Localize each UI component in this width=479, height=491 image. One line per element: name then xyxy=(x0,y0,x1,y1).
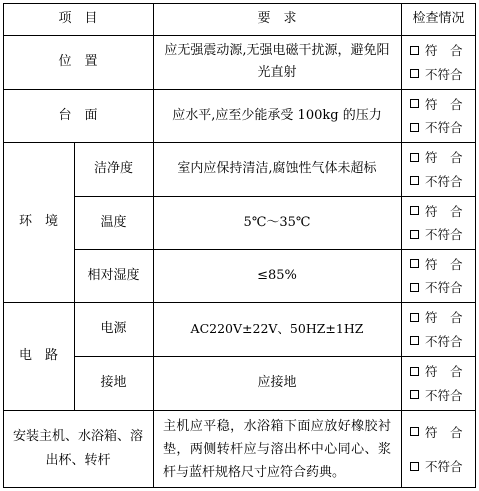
header-result xyxy=(401,3,476,35)
category-label: 台 面 xyxy=(58,107,98,123)
checkbox-icon[interactable] xyxy=(410,427,419,436)
header-requirement-label: 要 求 xyxy=(257,11,297,26)
category-label: 位 置 xyxy=(58,54,98,69)
option-pass[interactable] xyxy=(410,201,463,221)
checkbox-icon[interactable] xyxy=(410,367,419,376)
option-label: 符 合 xyxy=(425,310,463,326)
category-label: 电 路 xyxy=(18,348,58,363)
option-label: 符 合 xyxy=(425,43,463,59)
subitem-label: 电源 xyxy=(100,321,127,336)
env-humidity-name xyxy=(74,249,153,302)
checkbox-icon[interactable] xyxy=(410,123,419,132)
checkbox-icon[interactable] xyxy=(410,313,419,322)
requirement-text: ≤85% xyxy=(257,267,297,283)
checkbox-icon[interactable] xyxy=(410,259,419,268)
category-label: 环 境 xyxy=(18,214,58,229)
option-pass[interactable] xyxy=(410,307,463,327)
circuit-ground-requirement xyxy=(153,356,401,410)
requirement-text: 5℃～35℃ xyxy=(243,214,311,230)
option-label: 符 合 xyxy=(425,364,463,380)
row-environment-category xyxy=(3,142,74,302)
inspection-table xyxy=(3,3,476,488)
option-fail[interactable] xyxy=(410,117,463,137)
option-label: 不符合 xyxy=(425,173,463,189)
checkbox-icon[interactable] xyxy=(410,153,419,162)
option-fail[interactable] xyxy=(410,331,463,351)
option-label: 不符合 xyxy=(425,280,463,296)
env-cleanliness-name xyxy=(74,142,153,196)
circuit-power-requirement xyxy=(153,302,401,356)
header-item xyxy=(3,3,153,35)
option-label: 不符合 xyxy=(425,333,463,349)
requirement-text: 主机应平稳，水浴箱下面应放好橡胶衬垫，两侧转杆应与溶出杯中心同心、浆杆与蓝杆规格尺寸应符合药典。 xyxy=(163,418,391,480)
env-temperature-name xyxy=(74,196,153,249)
requirement-text: AC220V±22V、50HZ±1HZ xyxy=(190,321,364,336)
option-label: 不符合 xyxy=(425,227,463,243)
option-label: 不符合 xyxy=(425,387,463,403)
row-position-category xyxy=(3,35,153,89)
checkbox-icon[interactable] xyxy=(410,462,419,471)
row-position-requirement xyxy=(153,35,401,89)
row-install-category xyxy=(3,410,153,488)
circuit-ground-name xyxy=(74,356,153,410)
subitem-label: 温度 xyxy=(100,214,127,230)
env-cleanliness-requirement xyxy=(153,142,401,196)
header-result-label: 检查情况 xyxy=(412,11,465,26)
subitem-label: 相对湿度 xyxy=(87,267,140,283)
row-bench-requirement xyxy=(153,89,401,142)
header-requirement xyxy=(153,3,401,35)
option-label: 符 合 xyxy=(425,424,463,440)
option-label: 符 合 xyxy=(425,203,463,219)
checkbox-icon[interactable] xyxy=(410,69,419,78)
option-label: 不符合 xyxy=(425,120,463,136)
checkbox-icon[interactable] xyxy=(410,206,419,215)
option-pass[interactable] xyxy=(410,422,463,442)
checkbox-icon[interactable] xyxy=(410,46,419,55)
option-label: 不符合 xyxy=(425,459,463,475)
option-fail[interactable] xyxy=(410,224,463,244)
option-pass[interactable] xyxy=(410,94,463,114)
requirement-text: 应接地 xyxy=(257,375,297,390)
subitem-label: 洁净度 xyxy=(93,161,133,176)
option-label: 符 合 xyxy=(425,96,463,112)
header-item-label: 项 目 xyxy=(58,11,98,26)
checkbox-icon[interactable] xyxy=(410,283,419,292)
category-label: 安装主机、水浴箱、溶出杯、转杆 xyxy=(12,429,143,468)
checkbox-icon[interactable] xyxy=(410,176,419,185)
requirement-text: 应无强震动源,无强电磁干扰源，避免阳光直射 xyxy=(164,43,390,80)
requirement-text: 室内应保持清洁,腐蚀性气体未超标 xyxy=(177,161,377,176)
checkbox-icon[interactable] xyxy=(410,336,419,345)
option-label: 符 合 xyxy=(425,150,463,166)
option-fail[interactable] xyxy=(410,277,463,297)
option-pass[interactable] xyxy=(410,147,463,167)
option-fail[interactable] xyxy=(410,456,463,476)
row-circuit-category xyxy=(3,302,74,410)
checkbox-icon[interactable] xyxy=(410,390,419,399)
env-humidity-requirement xyxy=(153,249,401,302)
option-pass[interactable] xyxy=(410,361,463,381)
row-bench-category xyxy=(3,89,153,142)
checkbox-icon[interactable] xyxy=(410,99,419,108)
option-pass[interactable] xyxy=(410,40,463,60)
requirement-text: 应水平,应至少能承受 100kg 的压力 xyxy=(172,107,382,123)
option-fail[interactable] xyxy=(410,64,463,84)
option-fail[interactable] xyxy=(410,385,463,405)
option-label: 符 合 xyxy=(425,256,463,272)
option-pass[interactable] xyxy=(410,254,463,274)
checkbox-icon[interactable] xyxy=(410,230,419,239)
env-temperature-requirement xyxy=(153,196,401,249)
option-label: 不符合 xyxy=(425,66,463,82)
circuit-power-name xyxy=(74,302,153,356)
row-install-requirement xyxy=(153,410,401,488)
subitem-label: 接地 xyxy=(100,375,127,390)
option-fail[interactable] xyxy=(410,171,463,191)
